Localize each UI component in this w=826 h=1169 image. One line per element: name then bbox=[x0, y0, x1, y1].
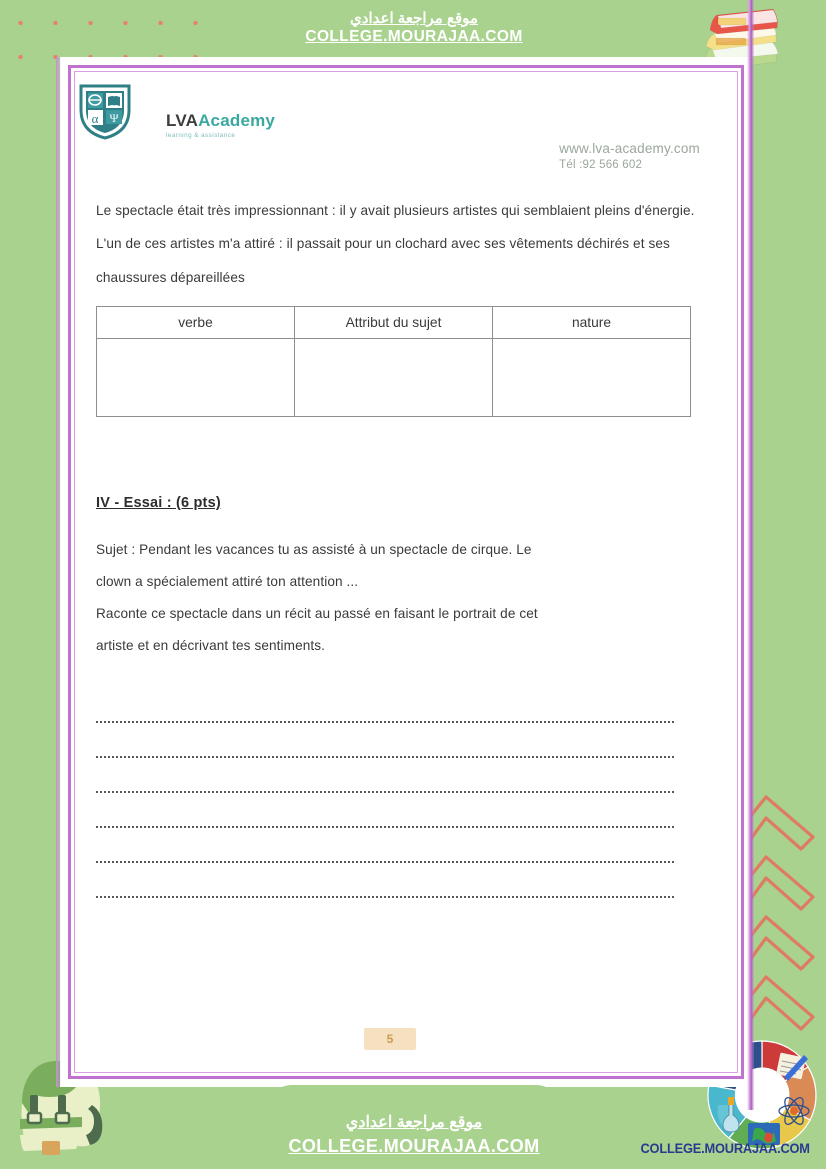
answer-line[interactable] bbox=[96, 793, 674, 828]
decorative-dot-grid bbox=[0, 0, 215, 60]
brand-tagline: learning & assistance bbox=[166, 132, 236, 139]
essay-line: clown a spécialement attiré ton attention ... bbox=[96, 573, 359, 589]
answer-line[interactable] bbox=[96, 828, 674, 863]
bottom-site-banner bbox=[266, 1085, 562, 1169]
page-edge-streak-left bbox=[56, 57, 61, 1087]
brand-name-secondary: Academy bbox=[198, 111, 276, 130]
table-header-verbe: verbe bbox=[97, 306, 295, 338]
table-row[interactable] bbox=[97, 338, 691, 416]
answer-lines-area[interactable] bbox=[96, 688, 696, 898]
document-content bbox=[91, 80, 700, 1046]
svg-text:Ψ: Ψ bbox=[109, 111, 119, 125]
letterhead bbox=[91, 80, 700, 192]
table-cell-verbe[interactable] bbox=[97, 338, 295, 416]
top-banner-arabic-text: موقع مراجعة اعدادي bbox=[350, 10, 478, 27]
website-text: www.lva-academy.com bbox=[559, 141, 700, 156]
table-header-attribut: Attribut du sujet bbox=[295, 306, 493, 338]
answer-line[interactable] bbox=[96, 863, 674, 898]
essay-instructions bbox=[96, 534, 696, 662]
table-header-nature: nature bbox=[493, 306, 691, 338]
page-number-badge: 5 bbox=[364, 1028, 416, 1050]
essay-line: artiste et en décrivant tes sentiments. bbox=[96, 637, 326, 653]
analysis-table bbox=[96, 306, 691, 417]
phone-text: Tél :92 566 602 bbox=[559, 159, 643, 172]
brand-name-primary: LVA bbox=[166, 111, 199, 130]
brand-name bbox=[166, 112, 275, 139]
svg-text:α: α bbox=[91, 111, 99, 126]
corner-watermark-url: COLLEGE.MOURAJAA.COM bbox=[640, 1141, 810, 1156]
contact-info bbox=[559, 140, 700, 174]
section-title-essai: IV - Essai : (6 pts) bbox=[96, 494, 221, 511]
page-edge-streak bbox=[747, 0, 754, 1110]
bottom-banner-url[interactable]: COLLEGE.MOURAJAA.COM bbox=[288, 1135, 540, 1156]
school-shield-logo-icon bbox=[78, 82, 132, 140]
essay-line: Sujet : Pendant les vacances tu as assisté à un spectacle de cirque. Le bbox=[96, 541, 532, 557]
exercise-paragraph: Le spectacle était très impressionnant : il y avait plusieurs artistes qui semblaient pleins d'énergie. L'un de ces artistes m'a attiré : il passait pour un clochard avec ses vêtements déchirés et ses chaussures dépareillées bbox=[96, 203, 695, 285]
answer-line[interactable] bbox=[96, 688, 674, 723]
table-cell-attribut[interactable] bbox=[295, 338, 493, 416]
answer-line[interactable] bbox=[96, 758, 674, 793]
table-cell-nature[interactable] bbox=[493, 338, 691, 416]
table-header-row bbox=[97, 306, 691, 338]
top-site-banner bbox=[266, 0, 562, 55]
bottom-banner-arabic-text: موقع مراجعة اعدادي bbox=[345, 1113, 483, 1131]
answer-line[interactable] bbox=[96, 723, 674, 758]
essay-line: Raconte ce spectacle dans un récit au passé en faisant le portrait de cet bbox=[96, 605, 538, 621]
top-banner-url[interactable]: COLLEGE.MOURAJAA.COM bbox=[305, 28, 523, 45]
